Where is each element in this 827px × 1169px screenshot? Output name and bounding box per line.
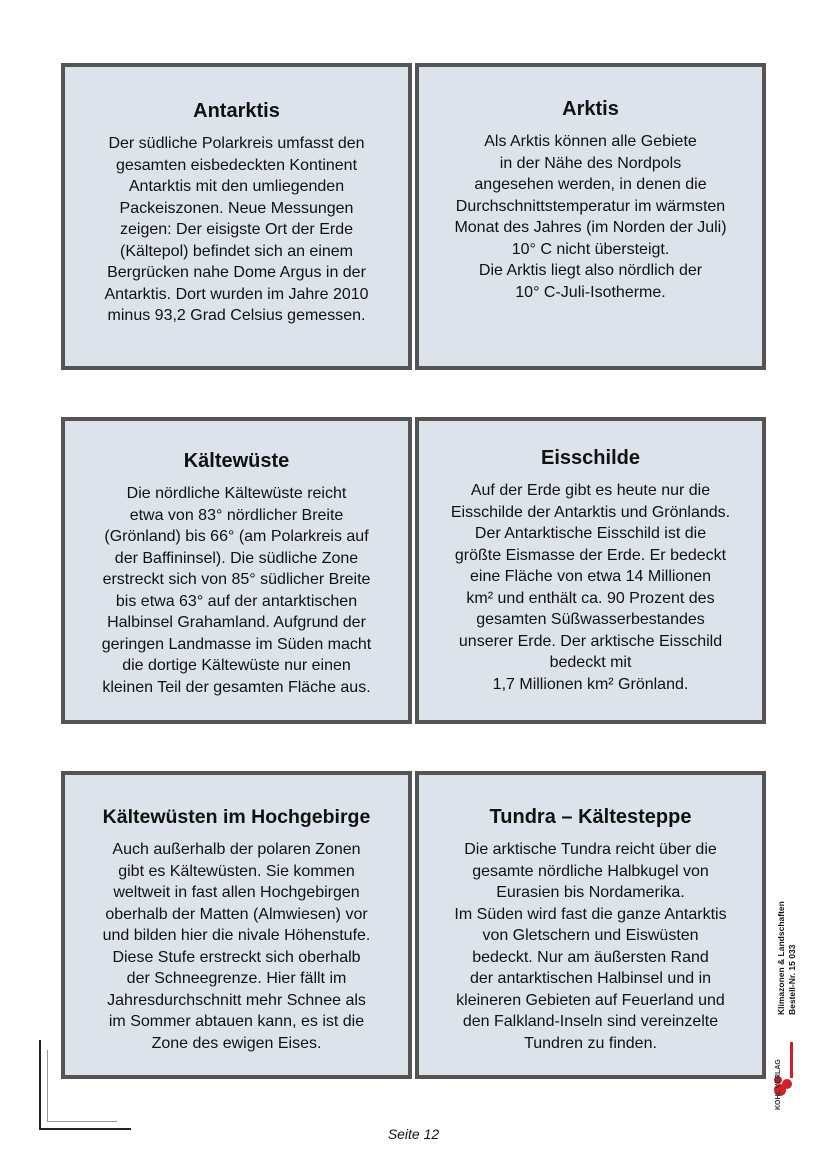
card-kaeltewueste	[61, 417, 412, 724]
card-title: Tundra – Kältesteppe	[489, 806, 692, 828]
card-title: Kältewüsten im Hochgebirge	[102, 806, 371, 828]
card-text: Der südliche Polarkreis umfasst den gesamten eisbedeckten Kontinent Antarktis mit den umliegenden Packeiszonen. Neue Messungen zeigen: Der eisigste Ort der Erde (Kältepol) befindet sich an einem Bergrücken nahe Dome Argus in der Antarktis. Dort wurden im Jahre 2010 minus 93,2 Grad Celsius gemessen.	[104, 135, 369, 324]
page-number: Seite 12	[387, 1126, 440, 1142]
card-text: Auf der Erde gibt es heute nur die Eisschilde der Antarktis und Grönlands. Der Antarktische Eisschild ist die größte Eismasse der Erde. Er bedeckt eine Fläche von etwa 14 Millionen km² und enthält ca. 90 Prozent des gesamten Süßwasserbestandes unserer Erde. Der arktische Eisschild bedeckt mit 1,7 Millionen km² Grönland.	[450, 482, 731, 693]
side-imprint-title: Klimazonen & Landschaften	[776, 901, 786, 1015]
side-imprint-order-number: Bestell-Nr. 15 033	[787, 944, 797, 1015]
card-antarktis	[61, 63, 412, 370]
card-kaeltewuesten-hochgebirge	[61, 771, 412, 1079]
publisher-name: KOHL VERLAG	[775, 1059, 782, 1110]
card-tundra	[415, 771, 766, 1079]
card-title: Arktis	[562, 98, 619, 120]
crop-mark-vertical	[39, 1040, 41, 1130]
crop-mark-inner-vertical	[47, 1050, 48, 1122]
card-eisschilde	[415, 417, 766, 724]
crop-mark-inner-horizontal	[47, 1121, 117, 1122]
card-text: Die nördliche Kältewüste reicht etwa von 83° nördlicher Breite (Grönland) bis 66° (am Polarkreis auf der Baffininsel). Die südliche Zone erstreckt sich von 85° südlicher Breite bis etwa 63° auf der antarktischen Halbinsel Grahamland. Aufgrund der geringen Landmasse im Süden macht die dortige Kältewüste nur einen kleinen Teil der gesamten Fläche aus.	[101, 485, 372, 696]
card-text: Die arktische Tundra reicht über die gesamte nördliche Halbkugel von Eurasien bis Nordamerika. Im Süden wird fast die ganze Antarktis von Gletschern und Eiswüsten bedeckt. Nur am äußersten Rand der antarktischen Halbinsel und in kleineren Gebieten auf Feuerland und den Falkland-Inseln sind vereinzelte Tundren zu finden.	[454, 841, 727, 1052]
card-title: Kältewüste	[183, 450, 290, 472]
card-title: Antarktis	[193, 100, 280, 122]
card-arktis	[415, 63, 766, 370]
side-imprint	[776, 875, 808, 1015]
card-text: Als Arktis können alle Gebiete in der Nähe des Nordpols angesehen werden, in denen die Durchschnittstemperatur im wärmsten Monat des Jahres (im Norden der Juli) 10° C nicht übersteigt. Die Arktis liegt also nördlich der 10° C-Juli-Isotherme.	[454, 133, 727, 301]
card-text: Auch außerhalb der polaren Zonen gibt es Kältewüsten. Sie kommen weltweit in fast allen Hochgebirgen oberhalb der Matten (Almwiesen) vor und bilden hier die nivale Höhenstufe. Diese Stufe erstreckt sich oberhalb der Schneegrenze. Hier fällt im Jahresdurchschnitt mehr Schnee als im Sommer abtauen kann, es ist die Zone des ewigen Eises.	[102, 841, 371, 1052]
card-title: Eisschilde	[541, 447, 640, 469]
